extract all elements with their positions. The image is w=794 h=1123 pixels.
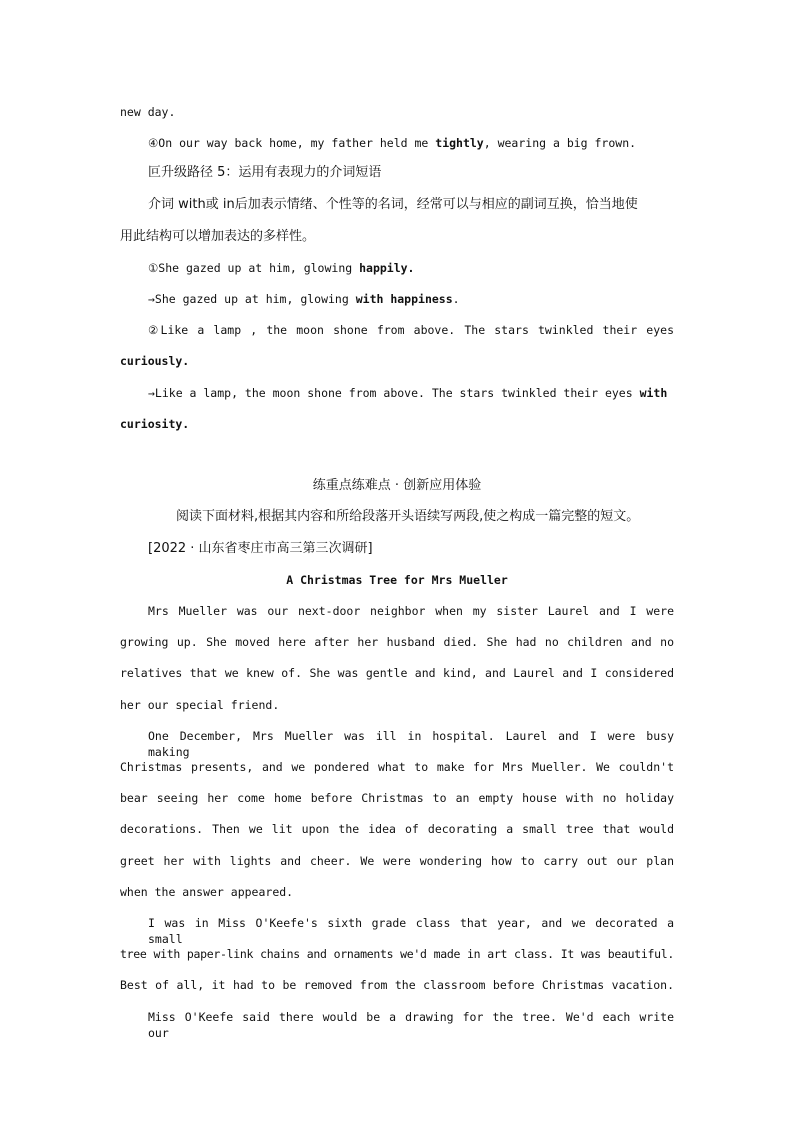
explanation-line: 用此结构可以增加表达的多样性。 <box>120 229 316 244</box>
example-sentence <box>148 385 674 401</box>
story-line: Christmas presents, and we pondered what to make for Mrs Mueller. We couldn't <box>120 760 674 774</box>
text-segment: , wearing a big frown. <box>483 136 637 150</box>
story-line: tree with paper-link chains and ornaments we'd made in art class. It was beautiful. <box>120 947 674 961</box>
upgrade-path-heading: 叵升级路径 5：运用有表现力的介词短语 <box>148 165 382 180</box>
story-line: Mrs Mueller was our next-door neighbor when my sister Laurel and I were <box>148 604 674 618</box>
bold-word: tightly <box>435 136 484 150</box>
explanation-line: 介词 with或 in后加表示情绪、个性等的名词，经常可以与相应的副词互换，恰当地使 <box>148 197 638 212</box>
text-segment: →She gazed up at him, glowing <box>148 292 356 306</box>
text-segment: →Like a lamp, the moon shone from above. The stars twinkled their eyes <box>148 386 640 400</box>
text-segment: ④On our way back home, my father held me <box>148 136 436 150</box>
story-line: Best of all, it had to be removed from the classroom before Christmas vacation. <box>120 978 674 992</box>
text-segment: . <box>452 292 460 306</box>
story-line: One December, Mrs Mueller was ill in hospital. Laurel and I were busy making <box>148 729 674 759</box>
story-line: I was in Miss O'Keefe's sixth grade class that year, and we decorated a small <box>148 916 674 946</box>
example-sentence <box>148 291 674 307</box>
text-segment: ①She gazed up at him, glowing <box>148 261 360 275</box>
story-line: Miss O'Keefe said there would be a drawing for the tree. We'd each write our <box>148 1010 674 1040</box>
story-line: bear seeing her come home before Christmas to an empty house with no holiday <box>120 791 674 805</box>
story-line: greet her with lights and cheer. We were wondering how to carry out our plan <box>120 854 674 868</box>
instruction-text: 阅读下面材料,根据其内容和所给段落开头语续写两段,使之构成一篇完整的短文。 <box>176 509 640 524</box>
story-line: her our special friend. <box>120 698 280 712</box>
example-sentence: ②Like a lamp , the moon shone from above. The stars twinkled their eyes <box>148 323 674 337</box>
bold-word: with <box>639 386 668 400</box>
story-line: relatives that we knew of. She was gentle and kind, and Laurel and I considered <box>120 666 674 680</box>
bold-word: curiously. <box>120 354 190 368</box>
example-sentence <box>148 135 674 151</box>
text-line: new day. <box>120 105 176 119</box>
source-citation: [2022 · 山东省枣庄市高三第三次调研] <box>148 541 373 556</box>
story-title: A Christmas Tree for Mrs Mueller <box>286 573 508 587</box>
bold-word: happily. <box>359 261 415 275</box>
example-sentence <box>148 260 674 276</box>
story-line: when the answer appeared. <box>120 885 294 899</box>
bold-word: with happiness <box>355 292 453 306</box>
story-line: growing up. She moved here after her husband died. She had no children and no <box>120 635 674 649</box>
bold-word: curiosity. <box>120 417 190 431</box>
section-heading: 练重点练难点 · 创新应用体验 <box>312 478 482 493</box>
story-line: decorations. Then we lit upon the idea of decorating a small tree that would <box>120 822 674 836</box>
